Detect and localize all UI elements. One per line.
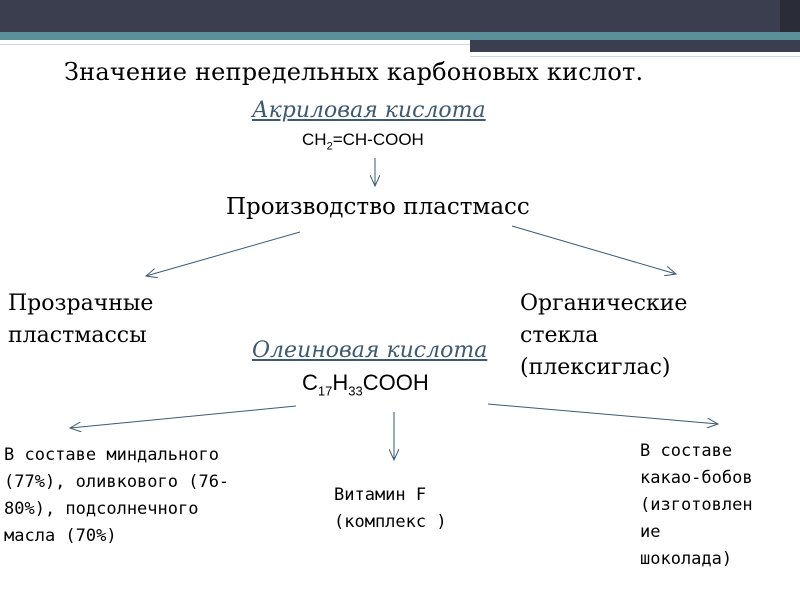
formula-part: COOH — [362, 370, 429, 395]
text-line: шоколада) — [640, 549, 733, 569]
formula-part: H — [332, 370, 349, 395]
arrow-to-transparent-plastics — [146, 232, 300, 276]
text-line: ие — [640, 522, 661, 542]
text-line: какао-бобов — [640, 468, 753, 488]
plastics-production: Производство пластмасс — [226, 194, 530, 220]
text-line: (изготовлен — [640, 495, 753, 515]
text-line: пластмассы — [8, 323, 147, 348]
text-line: В составе миндального — [4, 445, 219, 465]
text-line: масла (70%) — [4, 526, 117, 546]
formula-part: C — [302, 370, 318, 395]
formula-subscript: 17 — [317, 383, 333, 399]
oleic-acid-name: Олеиновая кислота — [252, 338, 488, 363]
acrylic-acid-name: Акриловая кислота — [252, 98, 486, 123]
text-line: (комплекс ) — [334, 512, 447, 532]
text-line: Прозрачные — [8, 291, 154, 316]
formula-part: CH — [302, 130, 327, 149]
text-line: Витамин F — [334, 485, 427, 505]
text-line: Органические — [520, 291, 688, 316]
arrow-to-oils — [70, 406, 296, 428]
slide-title: Значение непредельных карбоновых кислот. — [64, 58, 644, 86]
formula-part: =CH-COOH — [332, 130, 424, 149]
arrow-to-organic-glass — [512, 226, 676, 274]
text-line: стекла — [520, 323, 599, 348]
text-line: (плексиглас) — [520, 355, 671, 380]
formula-subscript: 33 — [348, 383, 363, 399]
text-line: (77%), оливкового (76- — [4, 472, 230, 492]
arrow-to-cocoa — [488, 404, 718, 424]
text-line: 80%), подсолнечного — [4, 499, 199, 519]
text-line: В составе — [640, 441, 733, 461]
formula-subscript: 2 — [326, 140, 333, 153]
